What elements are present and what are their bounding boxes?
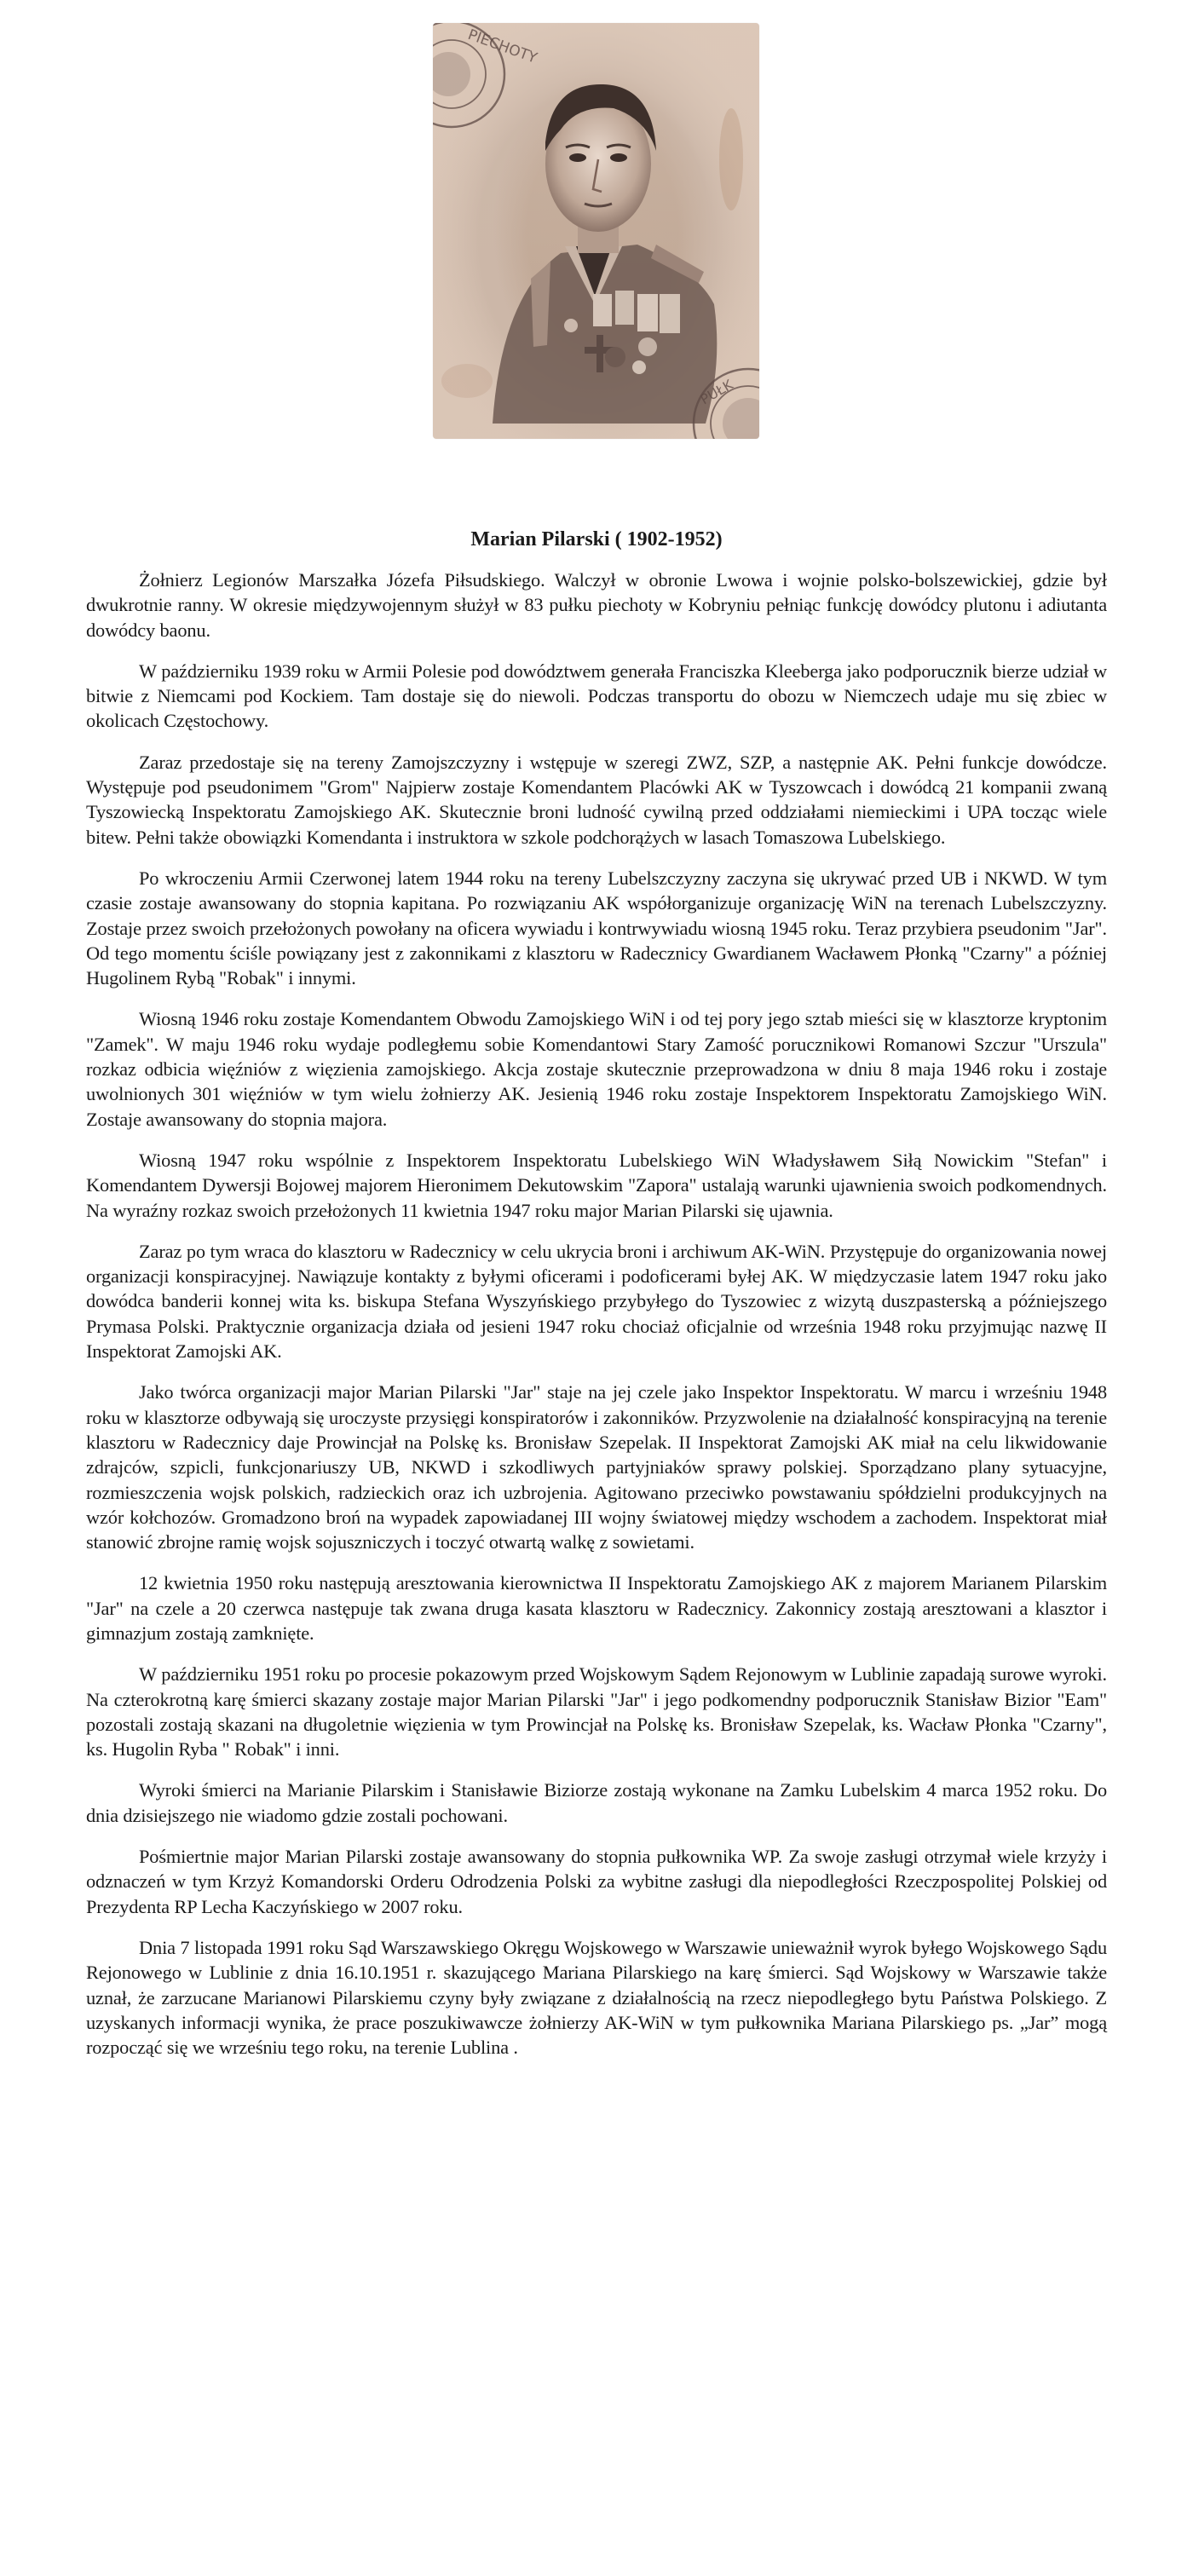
paragraph: Wiosną 1947 roku wspólnie z Inspektorem Inspektoratu Lubelskiego WiN Władysławem Siłą Nowickim "Stefan" i Komendantem Dywersji Bojowej majorem Hieronimem Dekutowskim "Zapora" ustalają warunki ujawnienia swoich podkomendnych. Na wyraźny rozkaz swoich przełożonych 11 kwietnia 1947 roku major Marian Pilarski się ujawnia. [86, 1149, 1107, 1221]
portrait-illustration [433, 23, 759, 439]
svg-text:PUŁK: PUŁK [697, 376, 736, 408]
paragraph: Jako twórca organizacji major Marian Pilarski "Jar" staje na jej czele jako Inspektor Inspektoratu. W marcu i wrześniu 1948 roku w klasztorze odbywają się uroczyste przysięgi konspiratorów i zakonników. Przyzwolenie na działalność konspiracyjną na terenie klasztoru w Radecznicy daje Prowincjał na Polskę ks. Bronisław Szepelak. II Inspektorat Zamojski AK miał na celu likwidowanie zdrajców, szpicli, funkcjonariuszy UB, NKWD i szkodliwych partyjniaków sprawy polskiej. Sporządzano plany sytuacyjne, rozmieszczenia wojsk polskich, radzieckich oraz ich uzbrojenia. Agitowano przeciwko powstawaniu spółdzielni produkcyjnych na wzór kołchozów. Gromadzono broń na wypadek zapowiadanej III wojny światowej między wschodem a zachodem. Inspektorat miał stanowić zbrojne ramię wojsk sojuszniczych i toczyć otwartą walkę z sowietami. [86, 1381, 1107, 1553]
portrait-photo [433, 23, 759, 439]
paragraph: Po wkroczeniu Armii Czerwonej latem 1944 roku na tereny Lubelszczyzny zaczyna się ukrywać przed UB i NKWD. W tym czasie zostaje awansowany do stopnia kapitana. Po rozwiązaniu AK współorganizuje organizację WiN na terenach Lubelszczyzny. Zostaje przez swoich przełożonych powołany na oficera wywiadu i kontrwywiadu wiosną 1945 roku. Teraz przybiera pseudonim "Jar". Od tego momentu ściśle powiązany jest z zakonnikami z klasztoru w Radecznicy Gwardianem Wacławem Płonką "Czarny" a później Hugolinem Rybą "Robak" i innymi. [86, 867, 1107, 989]
paragraph: Dnia 7 listopada 1991 roku Sąd Warszawskiego Okręgu Wojskowego w Warszawie unieważnił wyrok byłego Wojskowego Sądu Rejonowego w Lublinie z dnia 16.10.1951 r. skazującego Mariana Pilarskiego na karę śmierci. Sąd Wojskowy w Warszawie także uznał, że zarzucane Marianowi Pilarskiemu czyny były związane z działalnością na rzecz niepodległego bytu Państwa Polskiego. Z uzyskanych informacji wynika, że prace poszukiwawcze żołnierzy AK-WiN w tym pułkownika Mariana Pilarskiego ps. „Jar” mogą rozpocząć się we wrześniu tego roku, na terenie Lublina . [86, 1936, 1107, 2059]
svg-text:PIECHOTY: PIECHOTY [465, 26, 539, 67]
paragraph: Zaraz po tym wraca do klasztoru w Radecznicy w celu ukrycia broni i archiwum AK-WiN. Przystępuje do organizowania nowej organizacji konspiracyjnej. Nawiązuje kontakty z byłymi oficerami i podoficerami byłej AK. W międzyczasie latem 1947 roku jako dowódca banderii konnej wita ks. biskupa Stefana Wyszyńskiego przybyłego do Tyszowiec z wizytą duszpasterską a późniejszego Prymasa Polski. Praktycznie organizacja działa od jesieni 1947 roku chociaż oficjalnie od września 1948 roku przyjmując nazwę II Inspektorat Zamojski AK. [86, 1240, 1107, 1363]
paragraph: Pośmiertnie major Marian Pilarski zostaje awansowany do stopnia pułkownika WP. Za swoje zasługi otrzymał wiele krzyży i odznaczeń w tym Krzyż Komandorski Orderu Odrodzenia Polski za wybitne zasługi dla niepodległości Rzeczpospolitej Polskiej od Prezydenta RP Lecha Kaczyńskiego w 2007 roku. [86, 1846, 1107, 1917]
page-title: Marian Pilarski ( 1902-1952) [470, 528, 723, 551]
paragraph: 12 kwietnia 1950 roku następują aresztowania kierownictwa II Inspektoratu Zamojskiego AK z majorem Marianem Pilarskim "Jar" na czele a 20 czerwca następuje tak zwana druga kasata klasztoru w Radecznicy. Zakonnicy zostają aresztowani a klasztor i gimnazjum zostają zamknięte. [86, 1572, 1107, 1644]
paragraph: W październiku 1951 roku po procesie pokazowym przed Wojskowym Sądem Rejonowym w Lublinie zapadają surowe wyroki. Na czterokrotną karę śmierci skazany zostaje major Marian Pilarski "Jar" i jego podkomendny podporucznik Stanisław Bizior "Eam" pozostali zostają skazani na długoletnie więzienia w tym Prowincjał na Polskę ks. Bronisław Szepelak, ks. Wacław Płonka "Czarny", ks. Hugolin Ryba " Robak" i inni. [86, 1663, 1107, 1761]
paragraph: Zaraz przedostaje się na tereny Zamojszczyzny i wstępuje w szeregi ZWZ, SZP, a następnie AK. Pełni funkcje dowódcze. Występuje pod pseudonimem "Grom" Najpierw zostaje Komendantem Placówki AK w Tyszowcach i dowódcą 21 kompanii zwaną Tyszowiecką Inspektoratu Zamojskiego AK. Skutecznie broni ludność cywilną przed oddziałami niemieckimi i UPA tocząc wiele bitew. Pełni także obowiązki Komendanta i instruktora w szkole podchorążych w lasach Tomaszowa Lubelskiego. [86, 751, 1107, 848]
paragraph: Wiosną 1946 roku zostaje Komendantem Obwodu Zamojskiego WiN i od tej pory jego sztab mieści się w klasztorze kryptonim "Zamek". W maju 1946 roku wydaje podległemu sobie Komendantowi Stary Zamość porucznikowi Romanowi Szczur "Urszula" rozkaz odbicia więźniów z więzienia zamojskiego. Akcja zostaje skutecznie przeprowadzona w dniu 8 maja 1946 roku i zostaje uwolnionych 301 więźniów w tym wielu żołnierzy AK. Jesienią 1946 roku zostaje Inspektorem Inspektoratu Zamojskiego WiN. Zostaje awansowany do stopnia majora. [86, 1008, 1107, 1130]
biography-body [86, 568, 1107, 2076]
paragraph: Żołnierz Legionów Marszałka Józefa Piłsudskiego. Walczył w obronie Lwowa i wojnie polsko-bolszewickiej, gdzie był dwukrotnie ranny. W okresie międzywojennym służył w 83 pułku piechoty w Kobryniu pełniąc funkcję dowódcy plutonu i adiutanta dowódcy baonu. [86, 569, 1107, 641]
paragraph: Wyroki śmierci na Marianie Pilarskim i Stanisławie Biziorze zostają wykonane na Zamku Lubelskim 4 marca 1952 roku. Do dnia dzisiejszego nie wiadomo gdzie zostali pochowani. [86, 1779, 1107, 1826]
paragraph: W październiku 1939 roku w Armii Polesie pod dowództwem generała Franciszka Kleeberga jako podporucznik bierze udział w bitwie z Niemcami pod Kockiem. Tam dostaje się do niewoli. Podczas transportu do obozu w Niemczech udaje mu się zbiec w okolicach Częstochowy. [86, 660, 1107, 732]
